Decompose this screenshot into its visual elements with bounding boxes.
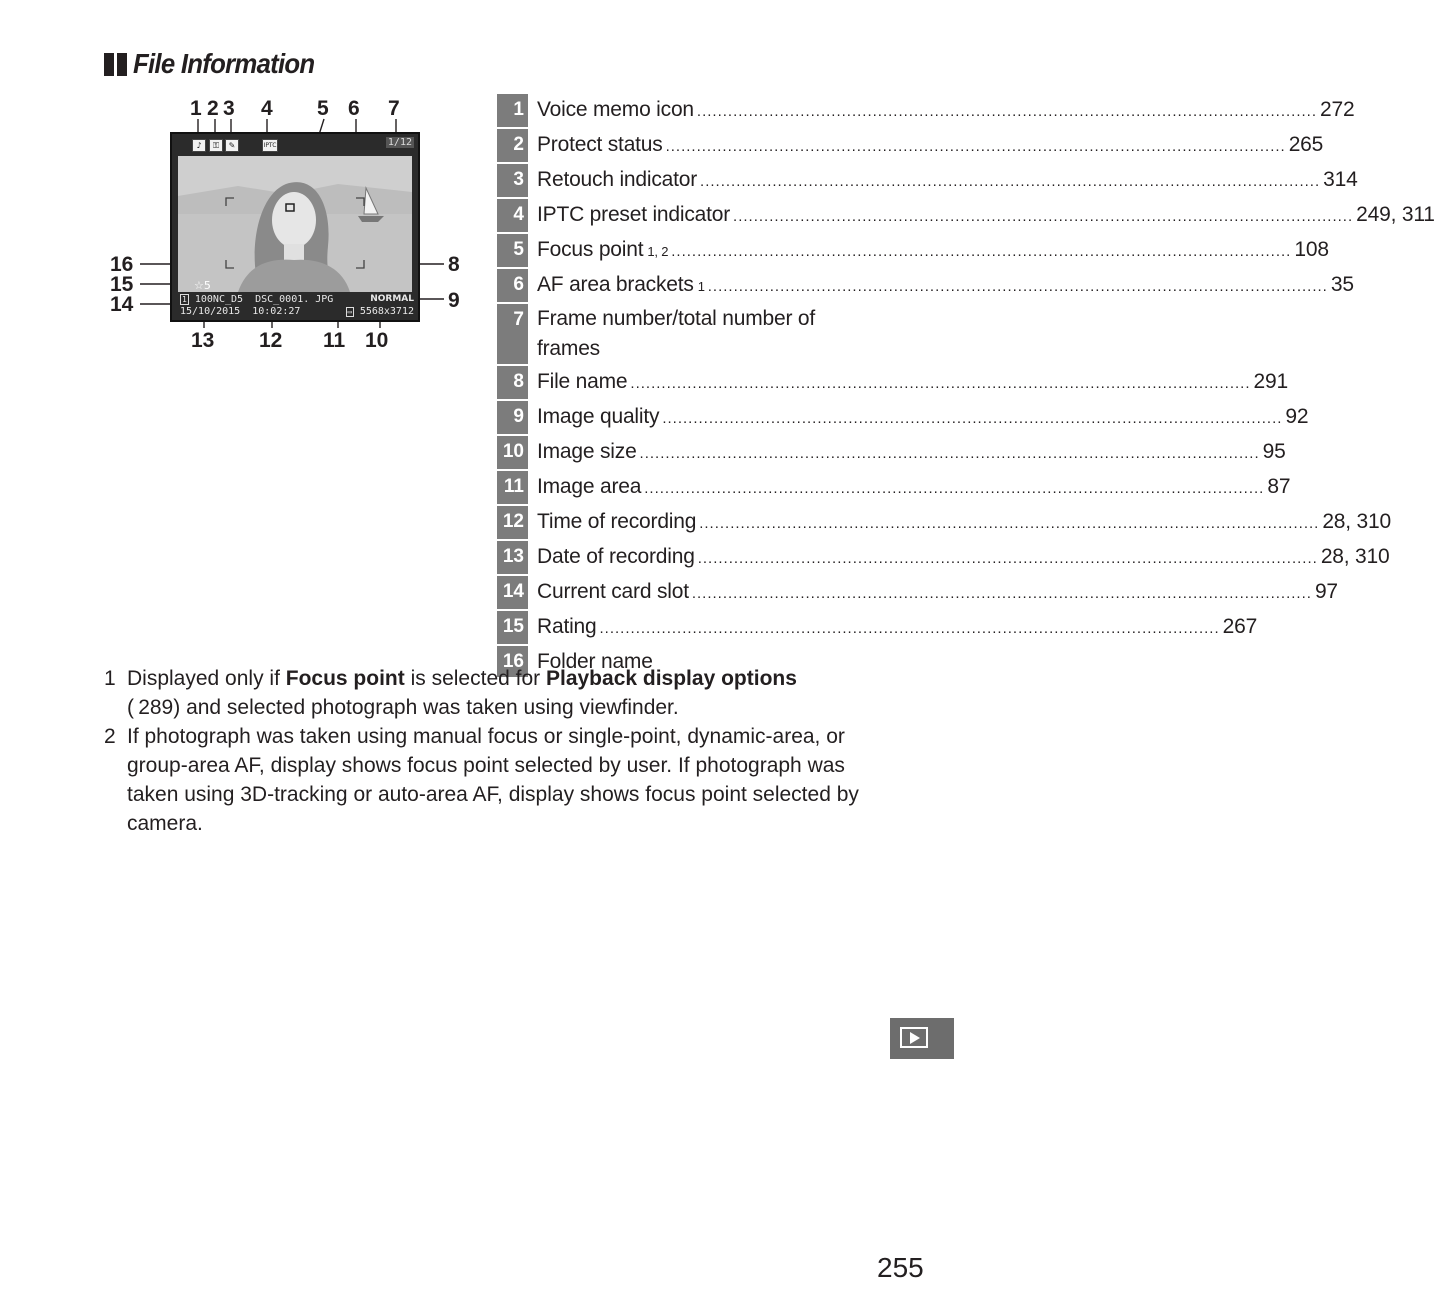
callout-14: 14 (110, 293, 134, 316)
footnote-text-part: ( 289) and selected photograph was taken using viewfinder. (127, 696, 679, 719)
legend-item (497, 304, 875, 364)
section-heading (104, 48, 330, 80)
legend-page-ref: 28, 310 (1320, 545, 1390, 568)
section-title: File Information (133, 48, 315, 79)
legend-number: 1 (497, 94, 528, 127)
legend-item (497, 436, 1286, 469)
callout-9: 9 (448, 289, 460, 312)
leader-dots: ........................................................................................................................ (707, 278, 1328, 295)
footnote-text: If photograph was taken using manual focus or single-point, dynamic-area, or group-area AF, display shows focus point selected by user. If photograph was taken using 3D-tracking or auto-area AF, display shows focus point selected by camera. (127, 725, 859, 835)
legend-page-ref: 35 (1330, 273, 1354, 296)
card-slot-icon: 1 (182, 295, 187, 304)
leader-dots: ........................................................................................................................ (697, 550, 1318, 567)
portrait-illustration (178, 156, 412, 292)
callout-4: 4 (261, 97, 273, 120)
callout-11: 11 (323, 329, 346, 352)
legend-number: 2 (497, 129, 528, 162)
legend-entry (537, 611, 1257, 644)
callout-3: 3 (223, 97, 235, 120)
leader-dots: ........................................................................................................................ (699, 515, 1320, 532)
image-size-line (346, 306, 414, 317)
legend-item (497, 506, 1391, 539)
callout-6: 6 (348, 97, 360, 120)
footnote-text-part: is selected for (404, 667, 546, 690)
legend-item (497, 94, 1355, 127)
legend-entry (537, 129, 1323, 162)
footnote-number: 1 (104, 667, 116, 690)
star-icon: ☆ (194, 279, 204, 292)
legend-label: AF area brackets (537, 273, 694, 296)
legend-item (497, 611, 1258, 644)
section-marker-icon (104, 53, 127, 76)
legend-label: File name (537, 370, 628, 393)
legend-label: Protect status (537, 133, 663, 156)
footnote-1 (104, 664, 884, 722)
playback-icon (900, 1027, 928, 1048)
footnote-text (127, 664, 884, 722)
legend-page-ref: 95 (1262, 440, 1286, 463)
legend-list (497, 94, 1435, 679)
legend-label: Frame number/total number of frames (537, 307, 816, 360)
legend-label: Current card slot (537, 580, 689, 603)
leader-dots: ........................................................................................................................ (630, 375, 1251, 392)
retouch-icon: ✎ (225, 139, 239, 152)
legend-entry (537, 94, 1354, 127)
legend-entry (537, 436, 1286, 469)
legend-label: Image area (537, 475, 642, 498)
legend-number: 13 (497, 541, 528, 574)
legend-entry (537, 576, 1338, 609)
callout-7: 7 (388, 97, 400, 120)
folder-file-name: 100NC_D5 DSC_0001. JPG (194, 294, 334, 305)
legend-page-ref: 92 (1285, 405, 1309, 428)
leader-dots: ........................................................................................................................ (671, 243, 1292, 260)
footnote-number: 2 (104, 725, 116, 748)
footnotes (104, 664, 884, 838)
legend-item (497, 234, 1329, 267)
callout-13: 13 (191, 329, 215, 352)
legend-entry (537, 199, 1435, 232)
voice-memo-icon: ♪ (192, 139, 206, 152)
rating-value: 5 (203, 279, 211, 292)
legend-item (497, 541, 1390, 574)
legend-label: Voice memo icon (537, 98, 694, 121)
legend-item (497, 164, 1358, 197)
footnote-bold-term: Playback display options (545, 667, 797, 690)
legend-entry (537, 541, 1389, 574)
legend-item (497, 576, 1338, 609)
camera-monitor (170, 132, 420, 322)
legend-number: 7 (497, 304, 528, 364)
footnote-2 (104, 722, 884, 838)
legend-item (497, 129, 1324, 162)
legend-number: 16 (497, 646, 528, 677)
footnote-bold-term: Focus point (285, 667, 405, 690)
leader-dots: ........................................................................................................................ (733, 208, 1354, 225)
legend-page-ref: 87 (1267, 475, 1291, 498)
legend-entry (537, 506, 1391, 539)
footnote-text-part: Displayed only if (127, 667, 286, 690)
callout-2: 2 (207, 97, 219, 120)
legend-entry (537, 401, 1308, 434)
protect-key-icon: ⚿ (209, 139, 223, 152)
callout-8: 8 (448, 253, 460, 276)
legend-page-ref: 28, 310 (1322, 510, 1391, 533)
image-quality-text: NORMAL (370, 294, 414, 304)
legend-entry: AF area brackets 1 ........................................................................................................................ 35 (537, 269, 1354, 302)
rating-indicator (194, 279, 211, 292)
leader-dots: ........................................................................................................................ (644, 480, 1265, 497)
legend-label: Rating (537, 615, 597, 638)
frame-counter: 1/12 (387, 137, 412, 148)
legend-number: 6 (497, 269, 528, 302)
callout-10: 10 (365, 329, 389, 352)
leader-dots: ........................................................................................................................ (696, 103, 1318, 120)
leader-dots: ........................................................................................................................ (662, 410, 1283, 427)
legend-label: Image quality (537, 405, 660, 428)
callout-16: 16 (110, 253, 134, 276)
file-info-line (180, 294, 333, 305)
legend-number: 4 (497, 199, 528, 232)
sample-photo (178, 156, 412, 292)
legend-label: Retouch indicator (537, 168, 698, 191)
legend-label: Folder name (537, 650, 653, 673)
legend-number: 3 (497, 164, 528, 197)
callout-15: 15 (110, 273, 134, 296)
legend-entry: Focus point 1, 2 ........................................................................................................................ 108 (537, 234, 1329, 267)
leader-dots: ........................................................................................................................ (691, 585, 1312, 602)
legend-number: 5 (497, 234, 528, 267)
legend-label: Focus point (537, 238, 644, 261)
legend-label: Image size (537, 440, 637, 463)
legend-label: Date of recording (537, 545, 695, 568)
legend-label: Time of recording (537, 510, 697, 533)
legend-label: IPTC preset indicator (537, 203, 731, 226)
legend-page-ref: 272 (1320, 98, 1355, 121)
legend-page-ref: 108 (1294, 238, 1329, 261)
playback-section-tab (890, 1018, 954, 1059)
leader-dots: ........................................................................................................................ (665, 138, 1286, 155)
legend-page-ref: 291 (1253, 370, 1288, 393)
legend-item (497, 401, 1309, 434)
image-area-icon: ▭ (347, 308, 352, 316)
page-number: 255 (877, 1252, 924, 1283)
callout-12: 12 (259, 329, 283, 352)
legend-number: 9 (497, 401, 528, 434)
legend-page-ref: 249, 311 (1356, 203, 1435, 226)
legend-page-ref: 267 (1222, 615, 1258, 638)
legend-item (497, 366, 1288, 399)
callout-1: 1 (190, 97, 202, 120)
legend-page-ref: 265 (1288, 133, 1324, 156)
legend-page-ref: 314 (1323, 168, 1358, 191)
legend-number: 10 (497, 436, 528, 469)
image-size-text: 5568x3712 (359, 306, 414, 317)
legend-number: 14 (497, 576, 528, 609)
iptc-icon: IPTC (262, 139, 278, 152)
legend-page-ref: 97 (1314, 580, 1338, 603)
legend-entry (537, 366, 1288, 399)
legend-entry (537, 304, 875, 364)
date-time-text: 15/10/2015 10:02:27 (180, 306, 301, 317)
legend-item (497, 471, 1291, 504)
playback-display-diagram (104, 92, 474, 362)
legend-number: 8 (497, 366, 528, 399)
leader-dots: ........................................................................................................................ (599, 620, 1220, 637)
legend-item (497, 269, 1354, 302)
legend-number: 12 (497, 506, 528, 539)
legend-entry (537, 471, 1290, 504)
leader-dots: ........................................................................................................................ (700, 173, 1321, 190)
legend-number: 15 (497, 611, 528, 644)
leader-dots: ........................................................................................................................ (639, 445, 1260, 462)
legend-entry (537, 164, 1358, 197)
callout-5: 5 (317, 97, 329, 120)
legend-number: 11 (497, 471, 528, 504)
legend-item (497, 199, 1435, 232)
